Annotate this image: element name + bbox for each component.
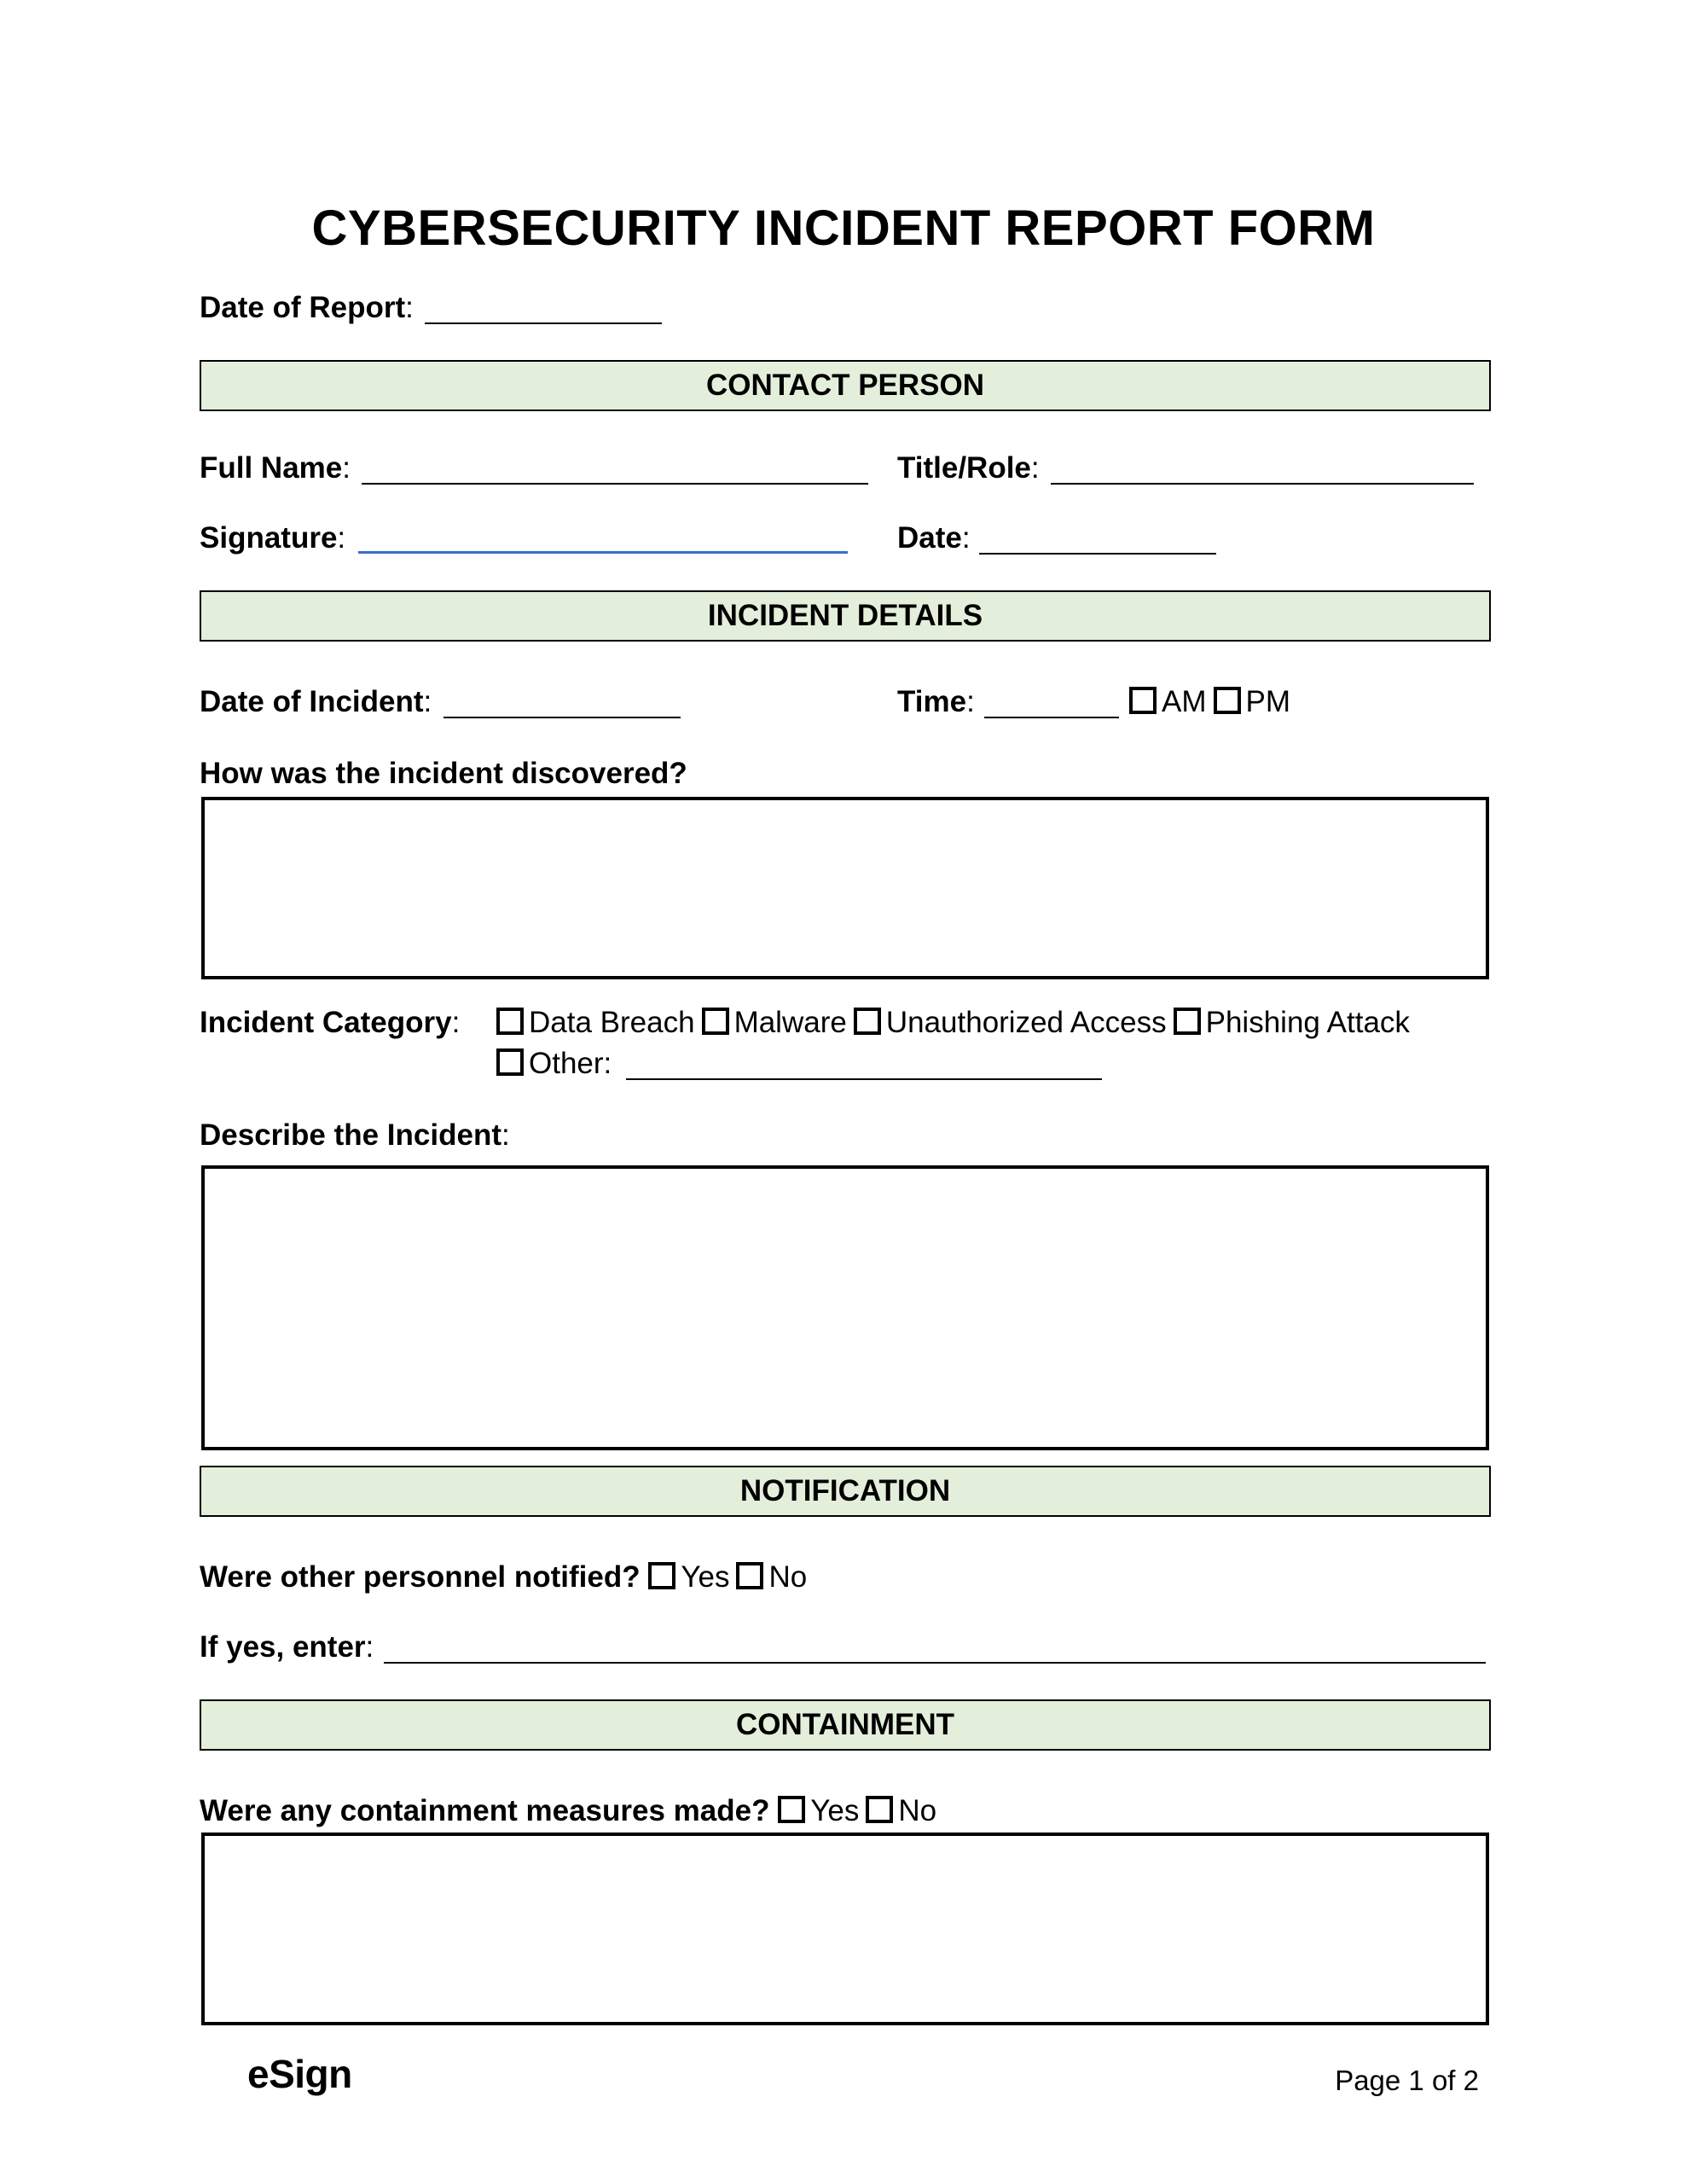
pm-checkbox[interactable] — [1214, 687, 1241, 714]
other-checkbox[interactable] — [496, 1048, 524, 1076]
section-header-containment: CONTAINMENT — [200, 1699, 1491, 1751]
section-header-contact: CONTACT PERSON — [200, 360, 1491, 411]
title-role-label: Title/Role: — [897, 451, 1040, 485]
other-field[interactable] — [626, 1078, 1102, 1080]
date-of-report-label: Date of Report: — [200, 291, 414, 324]
full-name-label: Full Name: — [200, 451, 351, 485]
notified-question: Were other personnel notified? — [200, 1560, 641, 1594]
discovered-textbox[interactable] — [201, 797, 1489, 979]
notified-question-row — [200, 1560, 814, 1595]
page-number: Page 1 of 2 — [1335, 2065, 1479, 2096]
notified-no-checkbox[interactable] — [736, 1562, 763, 1589]
contact-date-label: Date: — [897, 521, 971, 555]
notified-yes-label: Yes — [681, 1560, 730, 1594]
time-label: Time: — [897, 685, 975, 718]
esign-logo: eSign — [247, 2052, 352, 2096]
describe-incident-label: Describe the Incident: — [200, 1118, 510, 1152]
describe-incident-textbox[interactable] — [201, 1165, 1489, 1450]
full-name-field[interactable] — [362, 483, 868, 485]
containment-textbox[interactable] — [201, 1833, 1489, 2025]
malware-checkbox[interactable] — [702, 1008, 729, 1035]
time-ampm-options — [1129, 684, 1297, 720]
other-option — [496, 1046, 612, 1082]
am-label: AM — [1162, 685, 1207, 718]
incident-category-label: Incident Category: — [200, 1006, 461, 1039]
unauthorized-access-checkbox[interactable] — [854, 1008, 881, 1035]
incident-category-options — [496, 1005, 1417, 1041]
date-of-incident-field[interactable] — [443, 717, 681, 718]
category-option: Unauthorized Access — [885, 1006, 1167, 1039]
category-option: Data Breach — [529, 1006, 695, 1039]
notified-no-label: No — [768, 1560, 808, 1594]
containment-yes-label: Yes — [810, 1794, 860, 1827]
if-yes-label: If yes, enter: — [200, 1630, 374, 1664]
title-role-field[interactable] — [1051, 483, 1474, 485]
discovered-question: How was the incident discovered? — [200, 757, 687, 790]
signature-label: Signature: — [200, 521, 346, 555]
pm-label: PM — [1245, 685, 1290, 718]
notified-yes-checkbox[interactable] — [648, 1562, 675, 1589]
date-of-report-field[interactable] — [425, 322, 662, 324]
section-header-incident: INCIDENT DETAILS — [200, 590, 1491, 642]
containment-yes-checkbox[interactable] — [778, 1796, 805, 1823]
category-option: Malware — [733, 1006, 847, 1039]
containment-no-checkbox[interactable] — [866, 1796, 893, 1823]
time-field[interactable] — [984, 717, 1119, 718]
containment-question: Were any containment measures made? — [200, 1794, 770, 1827]
data-breach-checkbox[interactable] — [496, 1008, 524, 1035]
phishing-attack-checkbox[interactable] — [1174, 1008, 1201, 1035]
containment-no-label: No — [898, 1794, 937, 1827]
signature-field[interactable] — [358, 551, 848, 554]
containment-question-row — [200, 1793, 943, 1829]
category-option: Phishing Attack — [1205, 1006, 1410, 1039]
contact-date-field[interactable] — [979, 553, 1216, 555]
other-label: Other: — [529, 1047, 612, 1080]
section-header-notification: NOTIFICATION — [200, 1466, 1491, 1517]
if-yes-field[interactable] — [384, 1662, 1486, 1664]
am-checkbox[interactable] — [1129, 687, 1157, 714]
date-of-incident-label: Date of Incident: — [200, 685, 432, 718]
form-title: CYBERSECURITY INCIDENT REPORT FORM — [311, 200, 1376, 256]
